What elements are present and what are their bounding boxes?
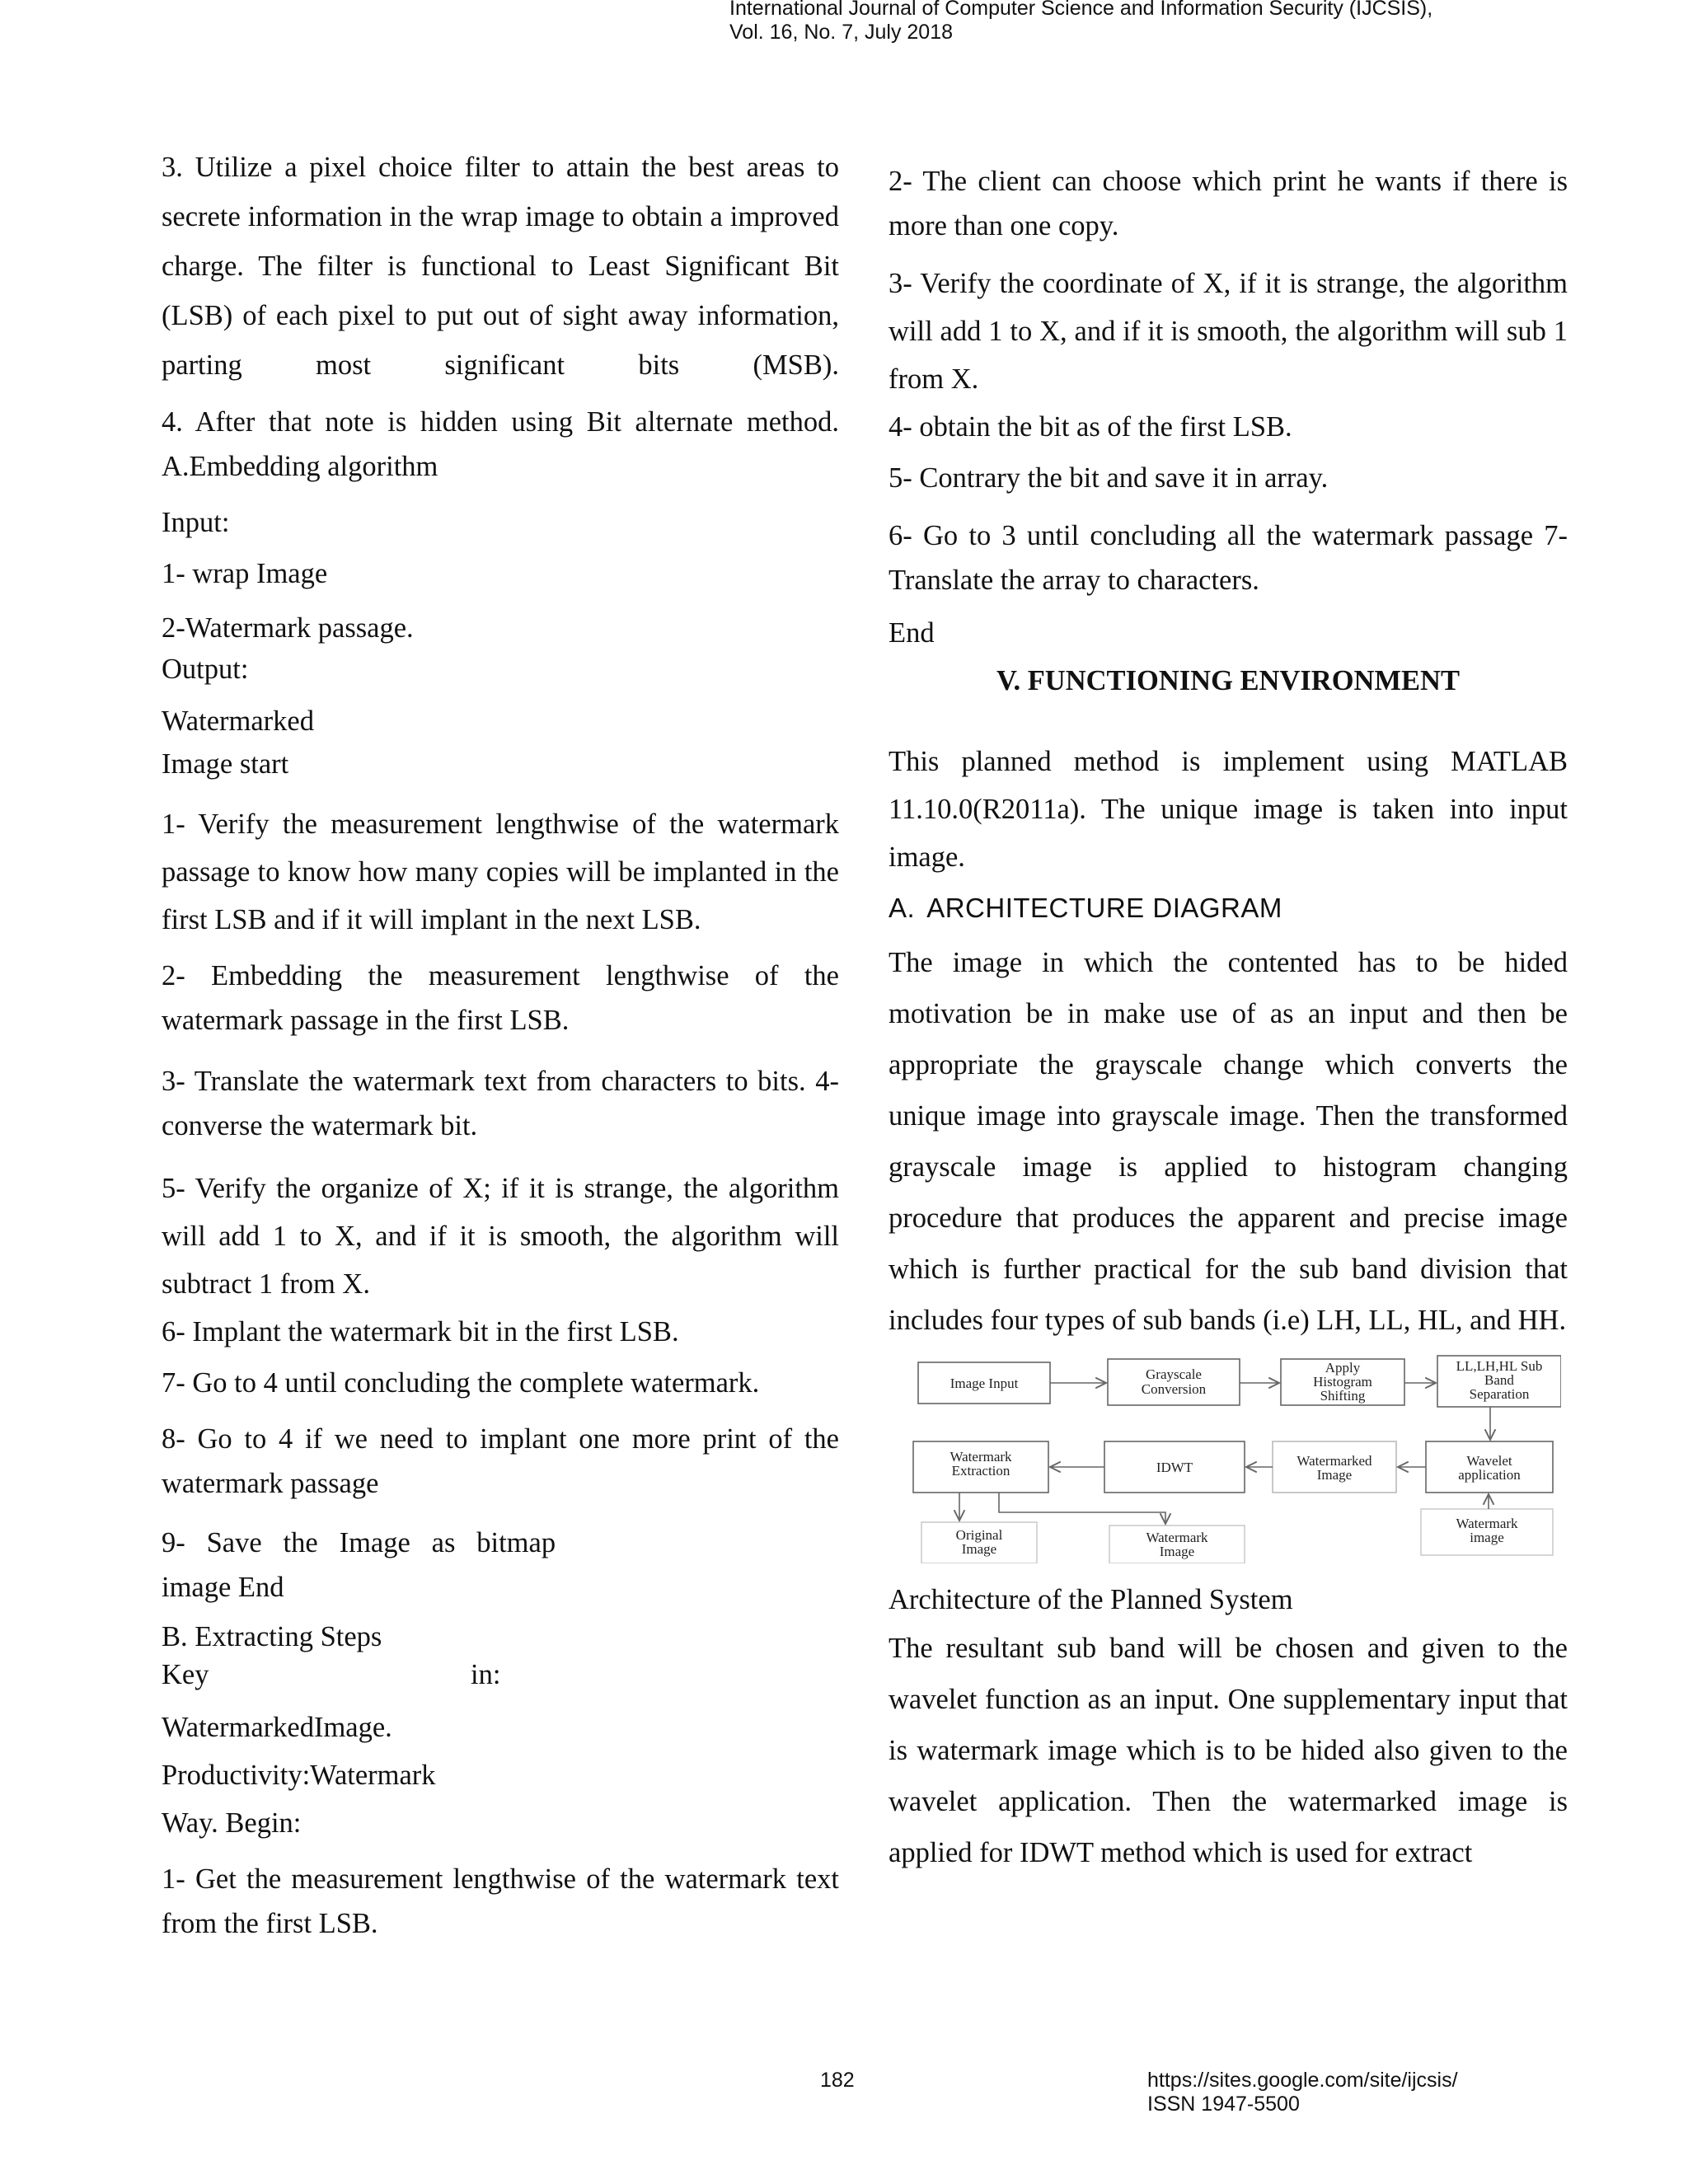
journal-header — [729, 0, 1636, 45]
flow-arrow — [999, 1493, 1165, 1524]
diagram-label: Grayscale — [1146, 1366, 1202, 1382]
paragraph: Watermarked — [162, 705, 314, 737]
key-label: Key — [162, 1659, 209, 1690]
diagram-label: IDWT — [1156, 1460, 1193, 1475]
paragraph — [162, 1656, 839, 1694]
diagram-label: application — [1458, 1467, 1521, 1483]
paragraph: The resultant sub band will be chosen and given to the wavelet function as an input. One supplementary input that is watermark image which is to be hided also given to the wavelet application. Then the watermarked image is applied for IDWT method which is used for extract — [889, 1633, 1568, 1868]
diagram-label: Conversion — [1141, 1381, 1207, 1397]
section-heading: V. FUNCTIONING ENVIRONMENT — [996, 665, 1460, 696]
diagram-label: Image Input — [950, 1376, 1019, 1391]
left-column — [162, 143, 839, 1956]
diagram-label: Image — [1159, 1544, 1195, 1559]
paragraph: 1- wrap Image — [162, 558, 328, 589]
right-column — [889, 159, 1568, 1888]
paragraph: The image in which the contented has to be hided motivation be in make use of as an input and then be appropriate the grayscale change which converts the unique image into grayscale image. Then the transformed grayscale image is applied to histogram changing procedure that produces the apparent and precise image which is further practical for the sub band division that includes four types of sub bands (i.e) LH, LL, HL, and HH. — [889, 947, 1568, 1336]
paragraph: 6- Go to 3 until concluding all the watermark passage 7- Translate the array to characters. — [889, 520, 1568, 596]
subsection-title: ARCHITECTURE DIAGRAM — [926, 893, 1282, 923]
diagram-label: Image — [1316, 1467, 1353, 1483]
subsection-letter: A. — [889, 893, 916, 923]
journal-title: International Journal of Computer Science and Information Security (IJCSIS), — [729, 0, 1433, 20]
paragraph: Image start — [162, 748, 289, 780]
diagram-label: Watermark — [1146, 1530, 1208, 1545]
diagram-label: Band — [1484, 1372, 1514, 1388]
journal-volume: Vol. 16, No. 7, July 2018 — [729, 21, 954, 44]
paragraph: B. Extracting Steps — [162, 1621, 382, 1652]
paragraph: 3- Translate the watermark text from characters to bits. 4- converse the watermark bit. — [162, 1066, 839, 1141]
paragraph: 7- Go to 4 until concluding the complete watermark. — [162, 1367, 760, 1399]
footer-url: https://sites.google.com/site/ijcsis/ — [1147, 2069, 1458, 2092]
paragraph: 9- Save the Image as bitmap — [162, 1527, 556, 1558]
footer-issn: ISSN 1947-5500 — [1147, 2093, 1300, 2116]
figure-caption: Architecture of the Planned System — [889, 1584, 1293, 1615]
paragraph: 2- Embedding the measurement lengthwise of the watermark passage in the first LSB. — [162, 960, 839, 1036]
paragraph: Input: — [162, 507, 230, 538]
diagram-label: Histogram — [1313, 1374, 1372, 1390]
paragraph: Output: — [162, 654, 249, 685]
paragraph: Productivity:Watermark — [162, 1760, 436, 1791]
diagram-label: image — [1470, 1530, 1504, 1545]
paragraph: End — [889, 617, 935, 649]
paragraph: 3. Utilize a pixel choice filter to attain the best areas to secrete information in the wrap image to obtain a improved charge. The filter is functional to Least Significant Bit (LSB) of each pixel to put out of sight away information, parting most significant bits (MSB). — [162, 152, 839, 381]
diagram-label: Shifting — [1320, 1388, 1366, 1404]
paragraph: 4. After that note is hidden using Bit alternate method. A.Embedding algorithm — [162, 406, 839, 482]
footer-info — [1147, 2069, 1458, 2116]
paragraph: 8- Go to 4 if we need to implant one more print of the watermark passage — [162, 1423, 839, 1499]
paragraph: 4- obtain the bit as of the first LSB. — [889, 411, 1292, 443]
paragraph: 6- Implant the watermark bit in the first LSB. — [162, 1316, 679, 1347]
diagram-label: Apply — [1325, 1360, 1361, 1376]
diagram-label: Watermark — [950, 1449, 1012, 1465]
diagram-label: Extraction — [951, 1463, 1010, 1479]
paragraph: image End — [162, 1572, 284, 1603]
paragraph: This planned method is implement using MATLAB 11.10.0(R2011a). The unique image is taken into input image. — [889, 746, 1568, 873]
architecture-diagram-svg — [902, 1349, 1561, 1563]
paragraph: 2- The client can choose which print he wants if there is more than one copy. — [889, 166, 1568, 241]
diagram-label: LL,LH,HL Sub — [1456, 1358, 1543, 1374]
paragraph: 5- Verify the organize of X; if it is strange, the algorithm will add 1 to X, and if it is smooth, the algorithm will subtract 1 from X. — [162, 1173, 839, 1300]
paragraph: 3- Verify the coordinate of X, if it is strange, the algorithm will add 1 to X, and if it is smooth, the algorithm will sub 1 from X. — [889, 268, 1568, 395]
diagram-label: Watermarked — [1296, 1453, 1372, 1469]
paragraph: 1- Get the measurement lengthwise of the watermark text from the first LSB. — [162, 1863, 839, 1939]
paragraph: Way. Begin: — [162, 1807, 302, 1839]
diagram-label: Watermark — [1456, 1516, 1518, 1531]
page-number: 182 — [820, 2069, 855, 2092]
diagram-label: Original — [955, 1527, 1003, 1543]
paragraph: WatermarkedImage. — [162, 1712, 392, 1743]
paragraph: 5- Contrary the bit and save it in array. — [889, 462, 1329, 494]
diagram-label: Wavelet — [1466, 1453, 1512, 1469]
key-in-label: in: — [471, 1659, 501, 1690]
paragraph: 2-Watermark passage. — [162, 612, 414, 644]
architecture-diagram — [902, 1349, 1561, 1563]
diagram-label: Separation — [1469, 1386, 1530, 1402]
subsection-heading — [889, 884, 1568, 932]
paragraph: 1- Verify the measurement lengthwise of the watermark passage to know how many copies will be implanted in the first LSB and if it will implant in the next LSB. — [162, 808, 839, 935]
diagram-label: Image — [961, 1541, 997, 1557]
